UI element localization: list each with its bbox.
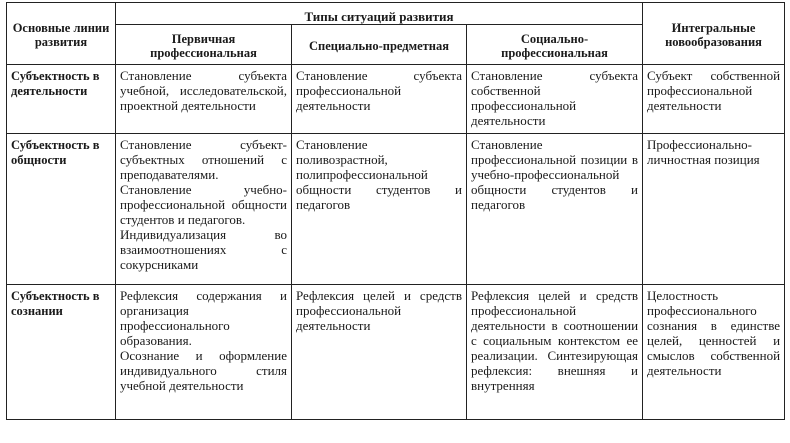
row-label: Субъектность в сознании — [7, 285, 116, 420]
table-cell: Рефлексия содержания и организация профессионального образования. Осознание и оформление индивидуального стиля учебной деятельности — [116, 285, 292, 420]
table-row — [7, 65, 785, 134]
table-cell: Рефлексия целей и средств профессиональной деятельности — [292, 285, 467, 420]
row-label: Субъектность в деятельности — [7, 65, 116, 134]
header-col-social: Социально-профессиональная — [467, 25, 643, 65]
table-cell: Субъект собственной профессиональной деятельности — [643, 65, 785, 134]
table-cell: Становление субъекта профессиональной деятельности — [292, 65, 467, 134]
table-cell: Становление субъекта учебной, исследовательской, проектной деятельности — [116, 65, 292, 134]
development-table — [6, 2, 785, 420]
header-situations: Типы ситуаций развития — [116, 3, 643, 25]
header-integral: Интегральные новообразования — [643, 3, 785, 65]
table-cell: Становление поливозрастной, полипрофессиональной общности студентов и педагогов — [292, 134, 467, 285]
table-cell: Становление субъекта собственной профессиональной деятельности — [467, 65, 643, 134]
table-cell: Рефлексия целей и средств профессиональной деятельности в соотношении с социальным контекстом ее реализации. Синтезирующая рефлексия: внешняя и внутренняя — [467, 285, 643, 420]
table-cell: Профессионально-личностная позиция — [643, 134, 785, 285]
header-col-primary: Первичная профессиональная — [116, 25, 292, 65]
table-cell: Становление профессиональной позиции в учебно-профессиональной общности студентов и педагогов — [467, 134, 643, 285]
table-row — [7, 134, 785, 285]
table-cell: Становление субъект-субъектных отношений с преподавателями. Становление учебно-профессиональной общности студентов и педагогов. Индивидуализация во взаимоотношениях с сокурсниками — [116, 134, 292, 285]
table-row — [7, 285, 785, 420]
header-lines: Основные линии развития — [7, 3, 116, 65]
row-label: Субъектность в общности — [7, 134, 116, 285]
header-col-subject: Специально-предметная — [292, 25, 467, 65]
table-cell: Целостность профессионального сознания в единстве целей, ценностей и смыслов собственной деятельности — [643, 285, 785, 420]
